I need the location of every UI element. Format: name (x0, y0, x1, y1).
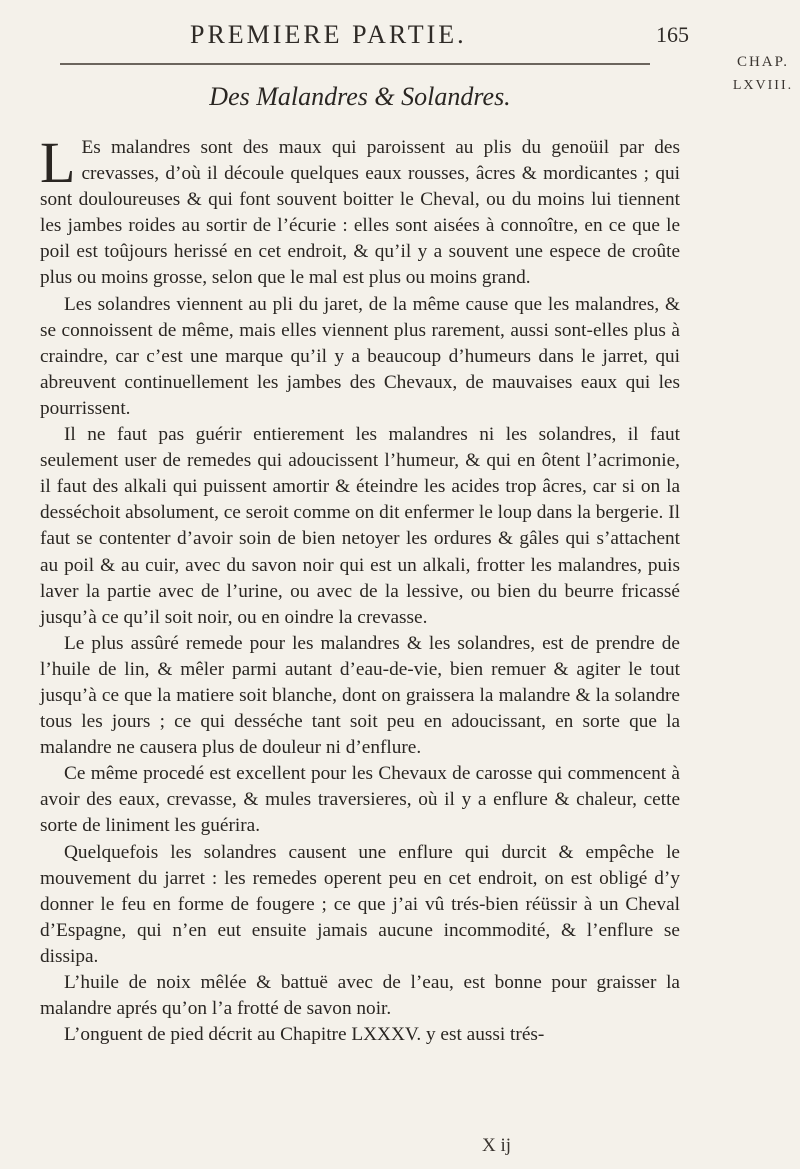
paragraph-7: L’huile de noix mêlée & battuë avec de l’eau, est bonne pour graisser la malandre aprés qu’on l’a frotté de savon noir. (40, 972, 680, 1020)
paragraph-4: Le plus assûré remede pour les malandres & les solandres, est de prendre de l’huile de lin, & mêler parmi autant d’eau-de-vie, bien remuer & agiter le tout jusqu’à ce que la matiere soit blanche, dont on graissera la malandre & la solandre tous les jours ; ce qui desséche tant soit peu en adoucissant, en sorte que la malandre ne causera plus de douleur ni d’enflure. (40, 632, 680, 759)
paragraph-5: Ce même procedé est excellent pour les Chevaux de carosse qui commencent à avoir des eaux, crevasse, & mules traversieres, où il y a enflure & chaleur, cette sorte de liniment les guérira. (40, 763, 680, 837)
page-number: 165 (656, 22, 689, 47)
running-head: PREMIERE PARTIE. (190, 20, 467, 49)
margin-chapter-reference (731, 50, 795, 98)
paragraph-8: L’onguent de pied décrit au Chapitre LXXXV. y est aussi trés- (64, 1024, 545, 1046)
paragraph-1 (40, 130, 680, 292)
paragraph-2: Les solandres viennent au pli du jaret, de la même cause que les malandres, & se connoissent de même, mais elles viennent plus rarement, aussi sont-elles plus à craindre, car c’est une marque qu’il y a beaucoup d’humeurs dans le jarret, qui abreuvent continuellement les jambes des Chevaux, de mauvaises eaux qui les pourrissent. (40, 293, 680, 419)
chapter-title: Des Malandres & Solandres. (209, 82, 511, 111)
drop-cap: L (40, 130, 76, 195)
paragraph-6: Quelquefois les solandres causent une enflure qui durcit & empêche le mouvement du jarret : les remedes operent peu en cet endroit, on est obligé d’y donner le feu en forme de fougere ; ce que j’ai vû trés-bien réüssir à un Cheval d’Espagne, qui n’en eut ensuite jamais aucune incommodité, & l’enflure se dissipa. (40, 841, 680, 967)
paragraph-3: Il ne faut pas guérir entierement les malandres ni les solandres, il faut seulement user de remedes qui adoucissent l’humeur, & qui en ôtent l’acrimonie, il faut des alkali qui puissent amortir & éteindre les acides trop âcres, car si on la desséchoit absolument, ce seroit comme on dit enfermer le loup dans la bergerie. Il faut se contenter d’avoir soin de bien netoyer les ordures & gâles qui s’attachent au poil & au cuir, avec du savon noir qui est un alkali, frotter les malandres, puis laver la partie avec de l’urine, ou avec de la lessive, ou bien du beurre fricassé jusqu’à ce qu’il soit noir, ou en oindre la crevasse. (40, 424, 680, 628)
margin-chap-number: LXVIII. (732, 78, 794, 93)
header-rule (60, 63, 650, 65)
body-text (40, 130, 680, 1048)
signature-mark: X ij (482, 1135, 512, 1156)
margin-chap-label: CHAP. (736, 54, 790, 70)
paragraph-1-text: Es malandres sont des maux qui paroissent au plis du genoüil par des crevasses, d’où il découle quelques eaux rousses, âcres & mordicantes ; qui sont douloureuses & qui font souvent boitter le Cheval, ou du moins lui tiennent les jambes roides au sortir de l’écurie : elles sont aisées à connoître, en ce que le poil est toûjours herissé en cet endroit, & qu’il y a souvent une espece de croûte plus ou moins grosse, selon que le mal est plus ou moins grand. (40, 137, 680, 289)
